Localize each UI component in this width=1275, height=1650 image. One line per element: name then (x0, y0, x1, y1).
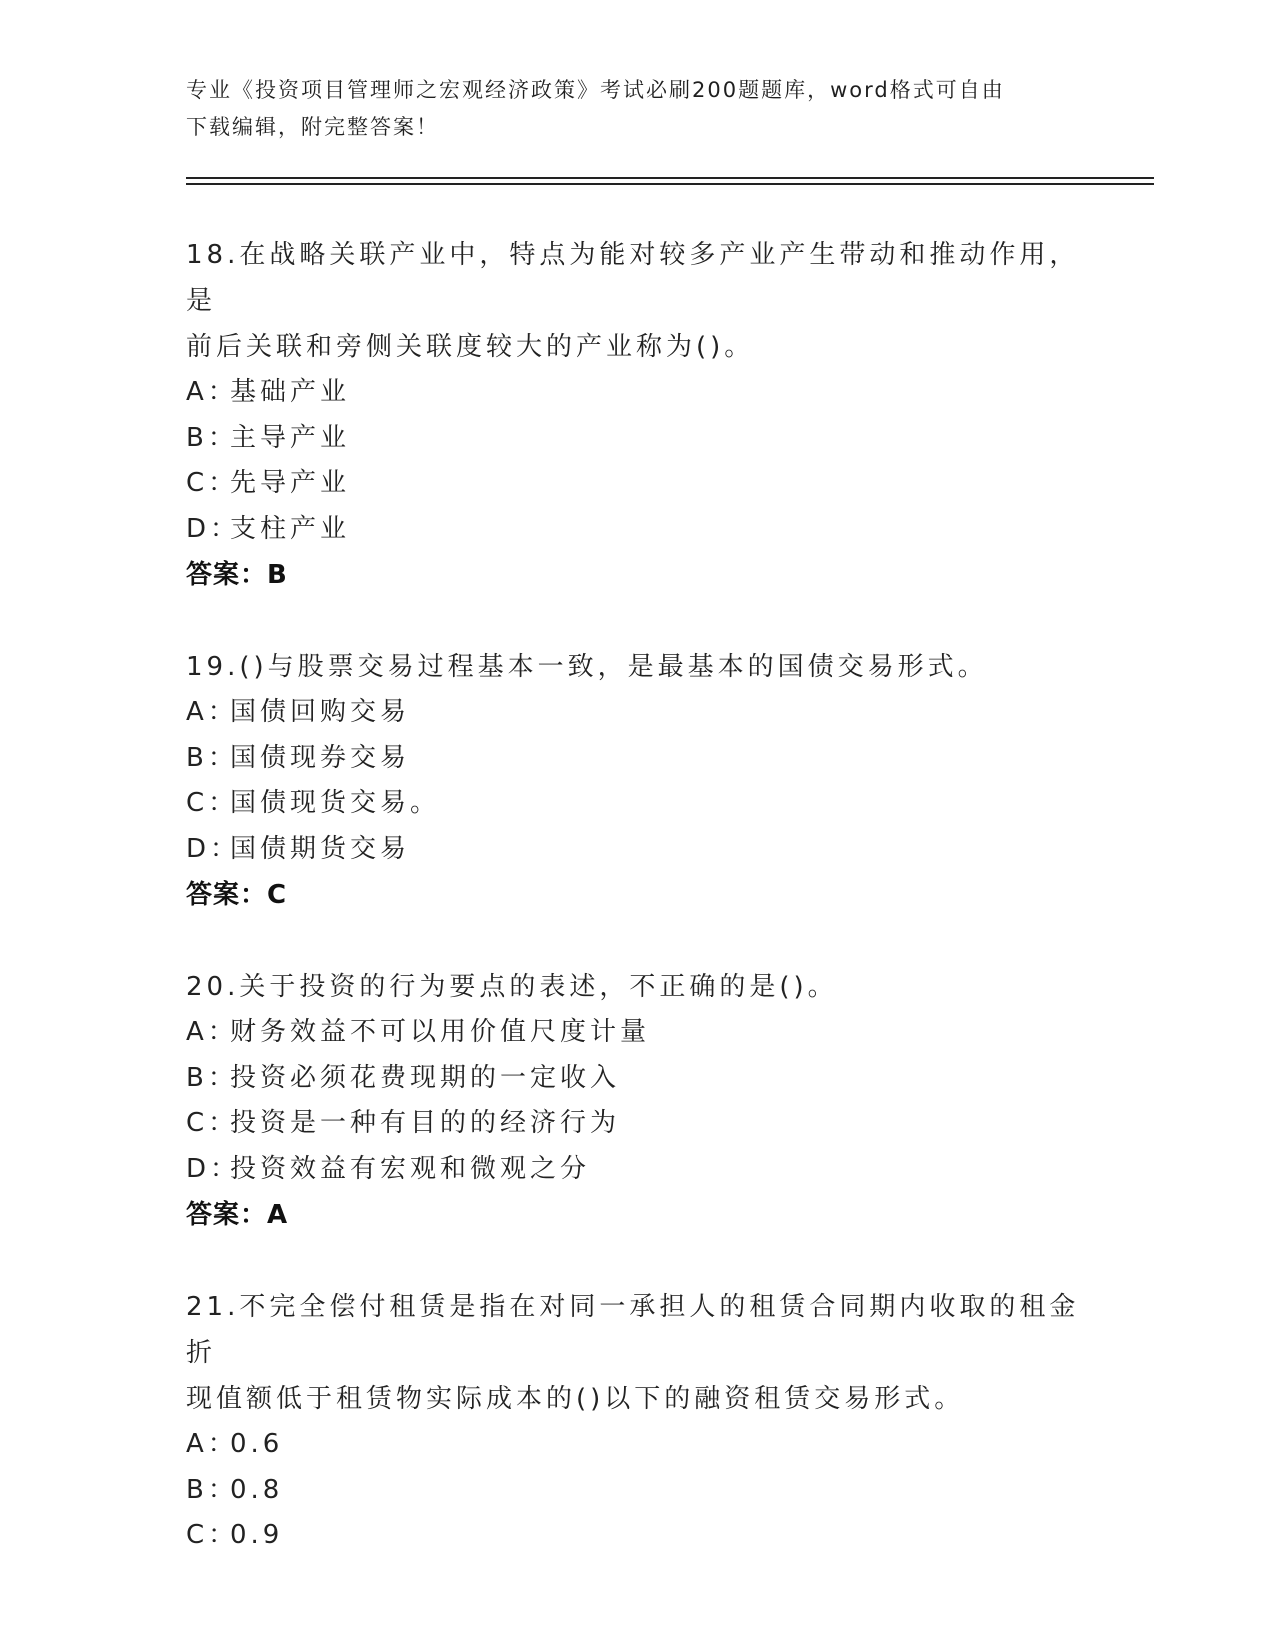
header-divider-top (186, 177, 1154, 179)
option-letter: B： (186, 1062, 238, 1093)
option-text: 国债现券交易 (230, 742, 411, 773)
option-text: 先导产业 (230, 468, 351, 498)
option-text: 主导产业 (230, 422, 351, 453)
option-text: 财务效益不可以用价值尺度计量 (230, 1017, 651, 1047)
answer-line: 答案：A (186, 1200, 289, 1230)
question-list (186, 232, 1086, 1605)
option-letter: A： (186, 1017, 238, 1047)
option-b (186, 736, 1086, 782)
header-divider-bottom (186, 183, 1154, 185)
option-d (186, 507, 1086, 553)
answer-line: 答案：C (186, 880, 288, 910)
option-letter: C： (186, 1520, 239, 1550)
option-letter: D： (186, 513, 241, 544)
option-letter: C： (186, 788, 239, 818)
question-text-line: 18.在战略关联产业中，特点为能对较多产业产生带动和推动作用，是 (186, 240, 1080, 316)
question-text-line: 现值额低于租赁物实际成本的()以下的融资租赁交易形式。 (186, 1384, 965, 1414)
question-18 (186, 232, 1086, 598)
option-b (186, 1056, 1086, 1102)
option-text: 0.8 (230, 1474, 284, 1505)
header-line-1: 专业《投资项目管理师之宏观经济政策》考试必刷200题题库，word格式可自由 (186, 78, 1005, 102)
option-letter: A： (186, 697, 238, 727)
option-text: 基础产业 (230, 377, 351, 407)
question-text-line: 前后关联和旁侧关联度较大的产业称为()。 (186, 332, 755, 362)
option-a (186, 690, 1086, 736)
option-a (186, 1422, 1086, 1468)
option-text: 投资效益有宏观和微观之分 (230, 1153, 591, 1184)
option-c (186, 1513, 1086, 1559)
option-c (186, 461, 1086, 507)
question-text-line: 20.关于投资的行为要点的表述，不正确的是()。 (186, 972, 838, 1002)
document-header (186, 72, 1086, 146)
option-a (186, 370, 1086, 416)
option-letter: C： (186, 468, 239, 498)
question-text-line: 21.不完全偿付租赁是指在对同一承担人的租赁合同期内收取的租金折 (186, 1292, 1080, 1368)
option-c (186, 1101, 1086, 1147)
option-text: 国债现货交易。 (230, 788, 441, 818)
option-text: 0.9 (230, 1520, 284, 1550)
option-b (186, 1468, 1086, 1514)
option-letter: B： (186, 422, 238, 453)
option-text: 0.6 (230, 1429, 284, 1459)
option-text: 投资是一种有目的的经济行为 (230, 1108, 621, 1138)
option-c (186, 781, 1086, 827)
option-text: 投资必须花费现期的一定收入 (230, 1062, 621, 1093)
option-letter: C： (186, 1108, 239, 1138)
question-text-line: 19.()与股票交易过程基本一致，是最基本的国债交易形式。 (186, 652, 988, 682)
option-text: 支柱产业 (230, 513, 351, 544)
question-20 (186, 964, 1086, 1238)
question-19 (186, 644, 1086, 918)
answer-line: 答案：B (186, 560, 288, 590)
header-line-2: 下载编辑，附完整答案！ (186, 115, 439, 139)
option-a (186, 1010, 1086, 1056)
option-text: 国债期货交易 (230, 833, 411, 864)
option-b (186, 416, 1086, 462)
option-letter: D： (186, 1153, 241, 1184)
option-letter: A： (186, 377, 238, 407)
option-letter: B： (186, 742, 238, 773)
option-d (186, 827, 1086, 873)
option-letter: D： (186, 833, 241, 864)
option-d (186, 1147, 1086, 1193)
option-letter: A： (186, 1429, 238, 1459)
option-letter: B： (186, 1474, 238, 1505)
option-text: 国债回购交易 (230, 697, 411, 727)
question-21 (186, 1284, 1086, 1559)
